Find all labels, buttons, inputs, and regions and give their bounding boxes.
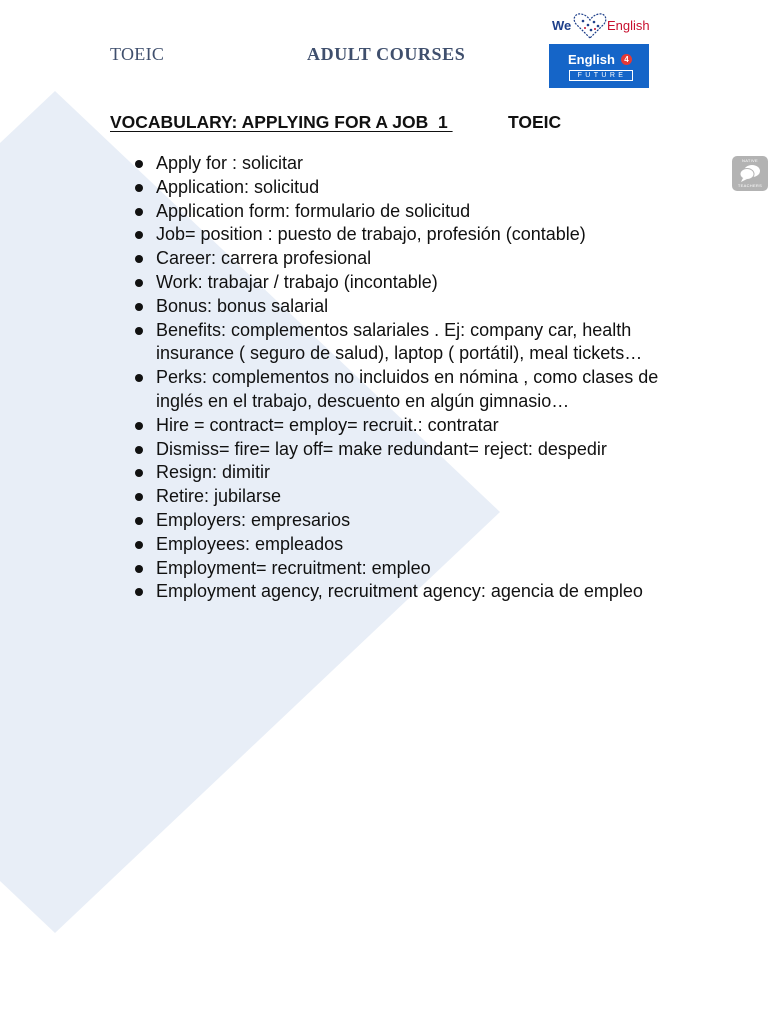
vocab-entry: Employment agency, recruitment agency: agencia de empleo — [156, 581, 643, 602]
vocab-entry: Resign: dimitir — [156, 462, 271, 483]
list-item — [128, 509, 668, 533]
bullet-icon — [135, 374, 143, 382]
list-item — [128, 271, 668, 295]
bullet-icon — [135, 588, 143, 596]
vocab-entry: Hire = contract= employ= recruit.: contratar — [156, 414, 499, 435]
we-love-english-logo-we: We — [552, 18, 572, 33]
native-teachers-badge[interactable] — [732, 156, 768, 191]
bullet-icon — [135, 184, 143, 192]
list-item — [128, 414, 668, 438]
list-item — [128, 533, 668, 557]
we-love-english-logo-english: English — [607, 18, 650, 33]
english4future-logo-english: English — [568, 52, 615, 67]
bullet-icon — [135, 160, 143, 168]
we-love-english-logo — [552, 13, 652, 39]
vocab-entry: Employees: empleados — [156, 533, 344, 554]
bullet-icon — [135, 231, 143, 239]
document-title: VOCABULARY: APPLYING FOR A JOB 1 — [110, 112, 453, 132]
list-item — [128, 557, 668, 581]
bullet-icon — [135, 541, 143, 549]
vocab-entry: Retire: jubilarse — [156, 486, 282, 507]
vocab-entry: Employers: empresarios — [156, 509, 351, 530]
list-item — [128, 366, 668, 414]
bullet-icon — [135, 446, 143, 454]
vocab-entry: Benefits: complementos salariales . Ej: company car, health insurance ( seguro de salud), laptop ( portátil), meal tickets… — [156, 319, 643, 364]
english4future-logo-number: 4 — [621, 54, 632, 65]
list-item — [128, 295, 668, 319]
list-item — [128, 223, 668, 247]
list-item — [128, 319, 668, 367]
vocabulary-list — [128, 152, 668, 604]
vocab-entry: Bonus: bonus salarial — [156, 295, 329, 316]
english4future-logo — [549, 44, 649, 88]
bullet-icon — [135, 565, 143, 573]
vocab-entry: Perks: complementos no incluidos en nómina , como clases de inglés en el trabajo, descuento en algún gimnasio… — [156, 367, 659, 411]
list-item — [128, 485, 668, 509]
bullet-icon — [135, 422, 143, 430]
document-tag: TOEIC — [508, 112, 562, 132]
vocab-entry: Work: trabajar / trabajo (incontable) — [156, 271, 438, 292]
bullet-icon — [135, 469, 143, 477]
vocab-entry: Apply for : solicitar — [156, 153, 304, 173]
bullet-icon — [135, 327, 143, 335]
bullet-icon — [135, 279, 143, 287]
header-title: ADULT COURSES — [307, 44, 466, 64]
header-course-tag: TOEIC — [110, 44, 165, 64]
list-item — [128, 152, 668, 176]
vocab-entry: Career: carrera profesional — [156, 248, 372, 269]
native-teachers-badge-bottom: TEACHERS — [737, 183, 763, 188]
list-item — [128, 200, 668, 224]
bullet-icon — [135, 208, 143, 216]
vocab-entry: Employment= recruitment: empleo — [156, 557, 431, 578]
list-item — [128, 247, 668, 271]
bullet-icon — [135, 255, 143, 263]
vocab-entry: Application form: formulario de solicitud — [156, 200, 471, 221]
list-item — [128, 438, 668, 462]
list-item — [128, 461, 668, 485]
speech-bubbles-icon — [739, 164, 761, 182]
list-item — [128, 176, 668, 200]
bullet-icon — [135, 303, 143, 311]
vocab-entry: Job= position : puesto de trabajo, profesión (contable) — [156, 224, 586, 245]
bullet-icon — [135, 517, 143, 525]
vocab-entry: Application: solicitud — [156, 176, 320, 197]
heart-icon — [573, 13, 607, 39]
english4future-logo-future: FUTURE — [569, 70, 633, 81]
vocab-entry: Dismiss= fire= lay off= make redundant= reject: despedir — [156, 438, 607, 459]
bullet-icon — [135, 493, 143, 501]
native-teachers-badge-top: NATIVE — [742, 158, 758, 163]
list-item — [128, 580, 668, 604]
